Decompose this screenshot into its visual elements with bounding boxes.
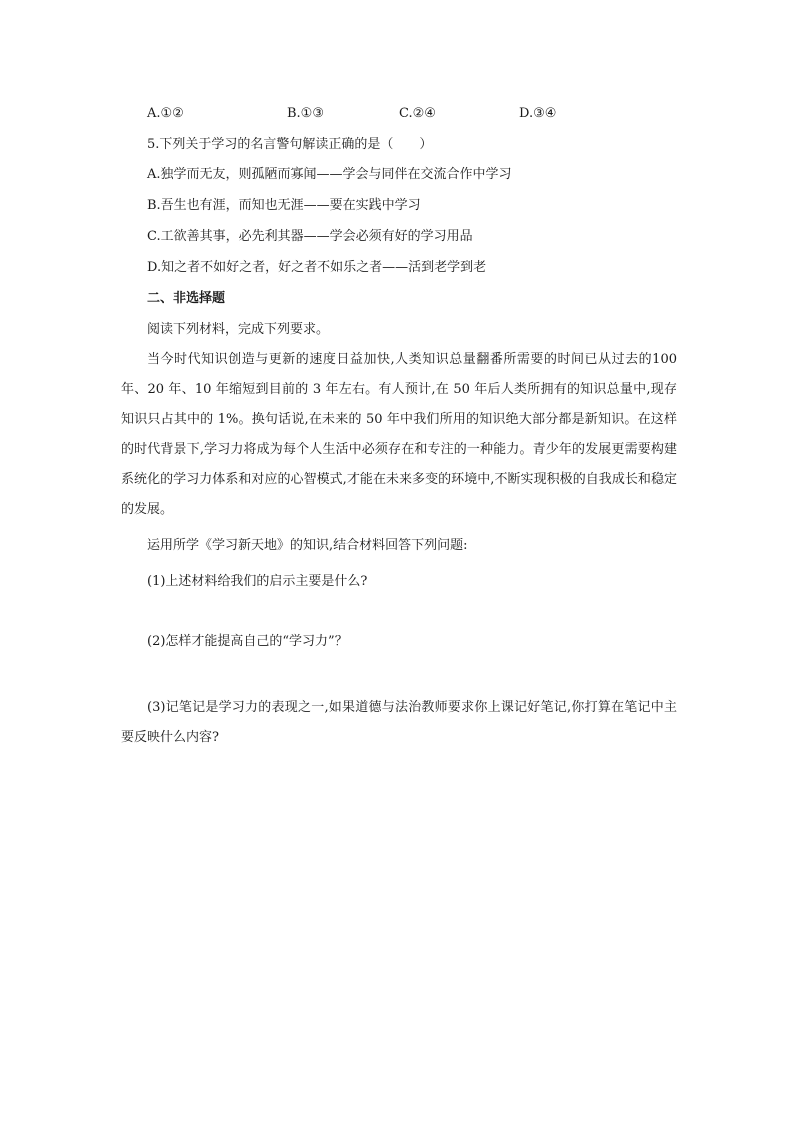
- q5-option-c: C.工欲善其事，必先利其器——学会必须有好的学习用品: [147, 229, 473, 244]
- question-2: (2)怎样才能提高自己的“学习力”？: [147, 634, 348, 649]
- q5-option-d: D.知之者不如好之者，好之者不如乐之者——活到老学到老: [147, 260, 487, 275]
- q5-option-a: A.独学而无友，则孤陋而寡闻——学会与同伴在交流合作中学习: [147, 167, 512, 182]
- q5-option-b: B.吾生也有涯，而知也无涯——要在实践中学习: [147, 198, 421, 213]
- q5-stem: 5.下列关于学习的名言警句解读正确的是（ ）: [147, 137, 433, 152]
- q4-option-a: A.①②: [147, 106, 184, 121]
- q4-option-d: D.③④: [519, 106, 557, 121]
- question-prompt: 运用所学《学习新天地》的知识,结合材料回答下列问题:: [147, 538, 468, 553]
- q4-option-b: B.①③: [287, 106, 324, 121]
- question-3: (3)记笔记是学习力的表现之一,如果道德与法治教师要求你上课记好笔记,你打算在笔记中主要反映什么内容?: [121, 700, 677, 745]
- q4-option-c: C.②④: [399, 106, 436, 121]
- material-paragraph: 当今时代知识创造与更新的速度日益加快,人类知识总量翻番所需要的时间已从过去的100 年、20 年、10 年缩短到目前的 3 年左右。有人预计,在 50 年后人类所拥有的知识总量中,现存知识只占其中的 1%。换句话说,在未来的 50 年中我们所用的知识绝大部分都是新知识。在这样的时代背景下,学习力将成为每个人生活中必须存在和专注的一种能力。青少年的发展更需要构建系统化的学习力体系和对应的心智模式,才能在未来多变的环境中,不断实现积极的自我成长和稳定的发展。: [121, 352, 677, 517]
- question-1: (1)上述材料给我们的启示主要是什么?: [147, 574, 368, 589]
- section-instruction: 阅读下列材料，完成下列要求。: [147, 322, 330, 337]
- section-heading: 二、非选择题: [147, 291, 226, 306]
